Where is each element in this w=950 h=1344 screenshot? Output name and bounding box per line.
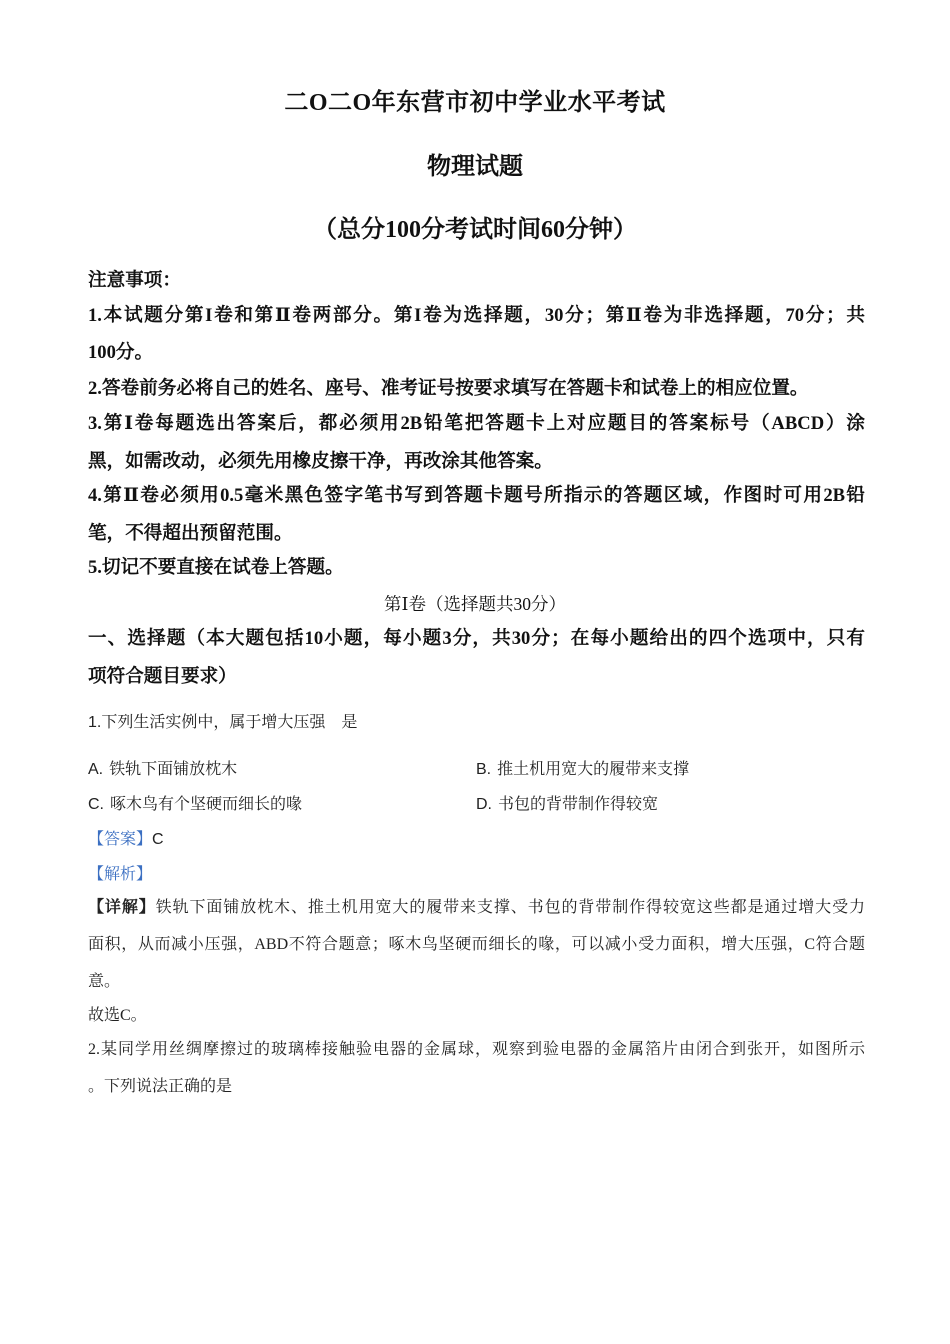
option-b [476,755,689,785]
notes-heading: 注意事项： [88,270,181,291]
question-text: 某同学用丝绸摩擦过的玻璃棒接触验电器的金属球，观察到验电器的金属箔片由闭合到张开，如图所示 [100,1041,865,1058]
option-text: 啄木鸟有个坚硬而细长的喙 [110,796,303,813]
note-4-line-1: 4.第Ⅱ卷必须用0.5毫米黑色签字笔书写到答题卡题号所指示的答题区域，作图时可用2B铅 [88,485,865,506]
detail-label: 【详解】 [88,899,156,916]
answer-label: 【答案】 [88,831,153,848]
section-instructions-line-1: 一、选择题（本大题包括10小题，每小题3分，共30分；在每小题给出的四个选项中，只有 [88,628,865,649]
detail-text: 铁轨下面铺放枕木、推土机用宽大的履带来支撑、书包的背带制作得较宽这些都是通过增大受力 [155,899,865,916]
question-text: 下列生活实例中，属于增大压强 是 [101,714,358,731]
detail-line-3: 意。 [88,973,121,990]
answer-line [88,825,164,855]
exam-info: （总分100分考试时间60分钟） [313,217,637,243]
section-instructions-line-2: 项符合题目要求） [88,666,237,687]
note-1-line-2: 100分。 [88,342,154,363]
question-2-stem-line-1 [88,1035,865,1065]
option-d [476,790,658,820]
conclusion-line: 故选C。 [88,1007,147,1024]
subject-title: 物理试题 [427,154,523,180]
option-letter: B. [476,761,492,778]
question-2-stem-line-2: 。下列说法正确的是 [88,1078,233,1095]
option-letter: C. [88,796,104,813]
detail-line-2: 面积，从而减小压强，ABD不符合题意；啄木鸟坚硬而细长的喙，可以减小受力面积，增大压强，C符合题 [88,936,865,953]
analysis-label: 【解析】 [88,866,153,883]
note-2-line-1: 2.答卷前务必将自己的姓名、座号、准考证号按要求填写在答题卡和试卷上的相应位置。 [88,378,809,399]
analysis-line [88,860,152,890]
question-number: 1. [88,714,102,731]
question-number: 2. [88,1041,100,1058]
option-text: 书包的背带制作得较宽 [498,796,659,813]
note-5-line-1: 5.切记不要直接在试卷上答题。 [88,557,344,578]
option-a [88,755,237,785]
detail-line-1 [88,893,865,923]
note-4-line-2: 笔，不得超出预留范围。 [88,523,293,544]
answer-value: C [152,831,164,848]
option-text: 推土机用宽大的履带来支撑 [497,761,690,778]
note-1-line-1: 1.本试题分第I卷和第Ⅱ卷两部分。第I卷为选择题，30分；第Ⅱ卷为非选择题，70分；共 [88,305,865,326]
question-1-stem [88,708,357,738]
section-title: 第Ⅰ卷（选择题共30分） [384,594,566,614]
option-letter: D. [476,796,492,813]
note-3-line-1: 3.第Ⅰ卷每题选出答案后，都必须用2B铅笔把答题卡上对应题目的答案标号（ABCD）涂 [88,413,865,434]
exam-title: 二O二O年东营市初中学业水平考试 [284,90,666,116]
option-text: 铁轨下面铺放枕木 [109,761,238,778]
note-3-line-2: 黑，如需改动，必须先用橡皮擦干净，再改涂其他答案。 [88,451,553,472]
option-c [88,790,302,820]
option-letter: A. [88,761,104,778]
